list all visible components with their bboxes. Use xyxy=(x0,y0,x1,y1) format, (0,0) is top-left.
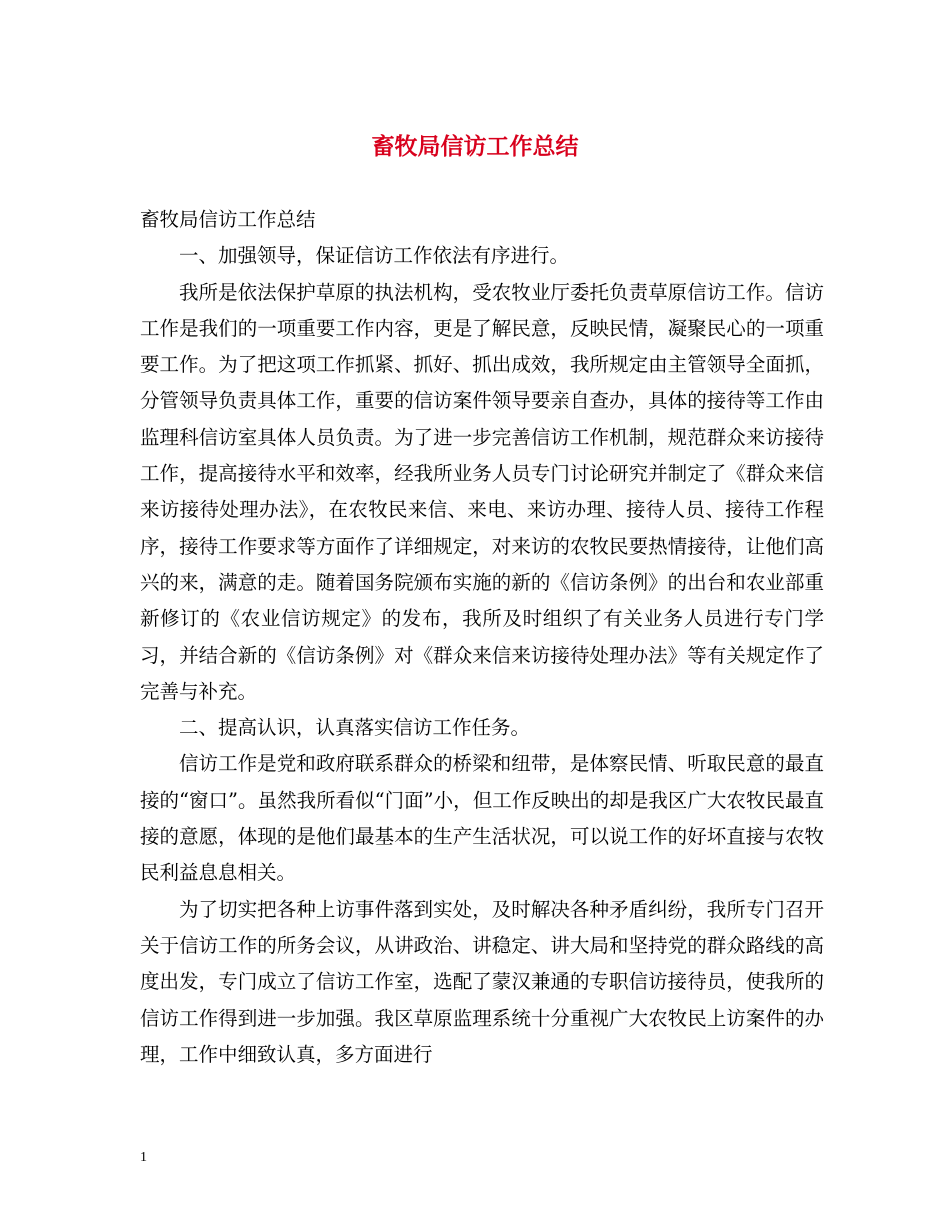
paragraph: 我所是依法保护草原的执法机构，受农牧业厅委托负责草原信访工作。信访工作是我们的一项重要工作内容，更是了解民意，反映民情，凝聚民心的一项重要工作。为了把这项工作抓紧、抓好、抓出成效，我所规定由主管领导全面抓，分管领导负责具体工作，重要的信访案件领导要亲自查办，具体的接待等工作由监理科信访室具体人员负责。为了进一步完善信访工作机制，规范群众来访接待工作，提高接待水平和效率，经我所业务人员专门讨论研究并制定了《群众来信来访接待处理办法》，在农牧民来信、来电、来访办理、接待人员、接待工作程序，接待工作要求等方面作了详细规定，对来访的农牧民要热情接待，让他们高兴的来，满意的走。随着国务院颁布实施的新的《信访条例》的出台和农业部重新修订的《农业信访规定》的发布，我所及时组织了有关业务人员进行专门学习，并结合新的《信访条例》对《群众来信来访接待处理办法》等有关规定作了完善与补充。 xyxy=(140,280,824,703)
section-heading-2: 二、提高认识，认真落实信访工作任务。 xyxy=(179,716,531,740)
page-number: 1 xyxy=(140,1150,147,1165)
section-heading-1: 一、加强领导，保证信访工作依法有序进行。 xyxy=(179,244,570,268)
paragraph: 为了切实把各种上访事件落到实处，及时解决各种矛盾纠纷，我所专门召开关于信访工作的所务会议，从讲政治、讲稳定、讲大局和坚持党的群众路线的高度出发，专门成立了信访工作室，选配了蒙汉兼通的专职信访接待员，使我所的信访工作得到进一步加强。我区草原监理系统十分重视广大农牧民上访案件的办理，工作中细致认真，多方面进行 xyxy=(140,897,824,1066)
paragraph: 信访工作是党和政府联系群众的桥梁和纽带，是体察民情、听取民意的最直接的“窗口”。虽然我所看似“门面”小，但工作反映出的却是我区广大农牧民最直接的意愿，体现的是他们最基本的生产生活状况，可以说工作的好坏直接与农牧民利益息息相关。 xyxy=(140,752,824,885)
document-title: 畜牧局信访工作总结 xyxy=(371,134,579,160)
document-body xyxy=(140,202,824,1073)
document-subtitle: 畜牧局信访工作总结 xyxy=(140,208,316,231)
